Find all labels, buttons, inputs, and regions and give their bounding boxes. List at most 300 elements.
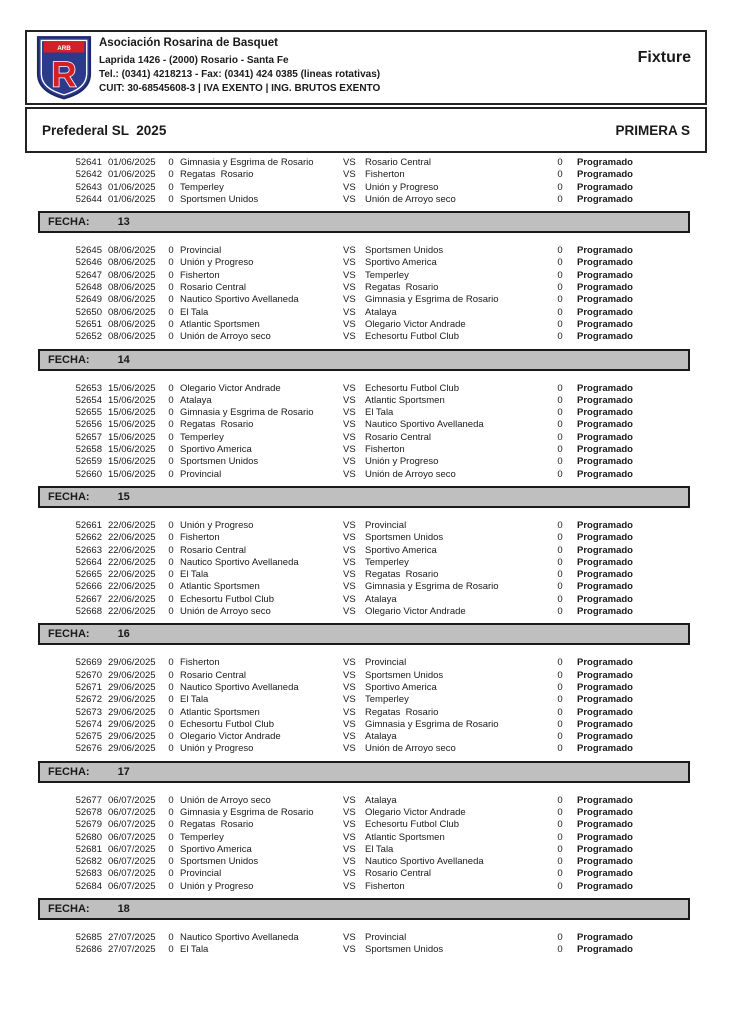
away-team: Unión y Progreso (365, 181, 439, 193)
home-score: 0 (168, 294, 174, 306)
away-score: 0 (557, 181, 563, 193)
home-score: 0 (168, 394, 174, 406)
match-status: Programado (577, 606, 633, 618)
fecha-header-bar (38, 898, 690, 920)
match-row (0, 743, 732, 755)
home-score: 0 (168, 743, 174, 755)
vs-label: VS (343, 556, 356, 568)
home-team: Echesortu Futbol Club (180, 593, 274, 605)
fecha-number: 15 (117, 490, 130, 503)
away-team: Gimnasia y Esgrima de Rosario (365, 718, 499, 730)
match-row (0, 569, 732, 581)
match-status: Programado (577, 294, 633, 306)
vs-label: VS (343, 193, 356, 205)
vs-label: VS (343, 519, 356, 531)
away-team: Regatas Rosario (365, 282, 439, 294)
home-score: 0 (168, 245, 174, 257)
fecha-label: FECHA: (48, 903, 90, 916)
away-score: 0 (557, 657, 563, 669)
vs-label: VS (343, 657, 356, 669)
vs-label: VS (343, 806, 356, 818)
match-date: 01/06/2025 (108, 157, 156, 168)
vs-label: VS (343, 706, 356, 718)
away-team: Echesortu Futbol Club (365, 382, 459, 394)
match-id: 52670 (75, 669, 102, 681)
away-team: Atalaya (365, 593, 397, 605)
away-team: Provincial (365, 932, 407, 944)
away-team: Atalaya (365, 794, 397, 806)
fecha-number: 16 (117, 628, 130, 641)
category-name: PRIMERA S (615, 122, 690, 138)
away-score: 0 (557, 407, 563, 419)
home-team: Regatas Rosario (180, 819, 254, 831)
match-row (0, 670, 732, 682)
match-id: 52666 (75, 581, 102, 593)
home-score: 0 (168, 593, 174, 605)
match-id: 52667 (75, 593, 102, 605)
match-status: Programado (577, 245, 633, 257)
match-date: 08/06/2025 (108, 294, 156, 306)
vs-label: VS (343, 819, 356, 831)
home-team: Nautico Sportivo Avellaneda (180, 294, 299, 306)
vs-label: VS (343, 306, 356, 318)
match-date: 15/06/2025 (108, 468, 156, 480)
match-date: 06/07/2025 (108, 843, 156, 855)
match-status: Programado (577, 257, 633, 269)
away-score: 0 (557, 193, 563, 205)
match-status: Programado (577, 318, 633, 330)
home-team: Atlantic Sportsmen (180, 318, 260, 330)
match-status: Programado (577, 681, 633, 693)
match-status: Programado (577, 431, 633, 443)
away-score: 0 (557, 294, 563, 306)
match-id: 52676 (75, 743, 102, 755)
match-date: 08/06/2025 (108, 282, 156, 294)
home-team: Temperley (180, 831, 224, 843)
match-id: 52644 (75, 193, 102, 205)
org-address: Laprida 1426 - (2000) Rosario - Santa Fe (99, 55, 289, 66)
away-team: Provincial (365, 519, 407, 531)
home-score: 0 (168, 456, 174, 468)
match-id: 52677 (75, 794, 102, 806)
home-score: 0 (168, 606, 174, 618)
away-score: 0 (557, 468, 563, 480)
match-date: 22/06/2025 (108, 606, 156, 618)
home-score: 0 (168, 519, 174, 531)
match-date: 08/06/2025 (108, 269, 156, 281)
vs-label: VS (343, 157, 356, 168)
vs-label: VS (343, 932, 356, 944)
vs-label: VS (343, 181, 356, 193)
match-id: 52682 (75, 856, 102, 868)
match-id: 52650 (75, 306, 102, 318)
home-team: Gimnasia y Esgrima de Rosario (180, 407, 314, 419)
home-team: El Tala (180, 944, 209, 956)
match-row (0, 694, 732, 706)
match-row (0, 532, 732, 544)
vs-label: VS (343, 569, 356, 581)
home-team: Unión y Progreso (180, 519, 254, 531)
home-score: 0 (168, 193, 174, 205)
home-team: Nautico Sportivo Avellaneda (180, 932, 299, 944)
home-score: 0 (168, 181, 174, 193)
away-score: 0 (557, 856, 563, 868)
away-team: Atalaya (365, 731, 397, 743)
match-id: 52642 (75, 169, 102, 181)
home-score: 0 (168, 419, 174, 431)
match-row (0, 270, 732, 282)
match-id: 52683 (75, 868, 102, 880)
home-score: 0 (168, 794, 174, 806)
away-score: 0 (557, 718, 563, 730)
match-date: 29/06/2025 (108, 681, 156, 693)
match-status: Programado (577, 669, 633, 681)
match-status: Programado (577, 743, 633, 755)
match-id: 52671 (75, 681, 102, 693)
match-id: 52643 (75, 181, 102, 193)
match-status: Programado (577, 706, 633, 718)
org-tax-info: CUIT: 30-68545608-3 | IVA EXENTO | ING. BRUTOS EXENTO (99, 83, 381, 94)
match-row (0, 944, 732, 956)
match-id: 52660 (75, 468, 102, 480)
home-team: Atlantic Sportsmen (180, 581, 260, 593)
match-date: 29/06/2025 (108, 718, 156, 730)
match-status: Programado (577, 169, 633, 181)
match-row (0, 407, 732, 419)
vs-label: VS (343, 318, 356, 330)
home-team: Unión y Progreso (180, 880, 254, 892)
match-status: Programado (577, 806, 633, 818)
match-date: 15/06/2025 (108, 407, 156, 419)
away-team: Unión de Arroyo seco (365, 743, 456, 755)
match-date: 08/06/2025 (108, 331, 156, 343)
away-score: 0 (557, 456, 563, 468)
home-score: 0 (168, 581, 174, 593)
match-status: Programado (577, 569, 633, 581)
match-date: 29/06/2025 (108, 669, 156, 681)
match-date: 08/06/2025 (108, 245, 156, 257)
match-row (0, 245, 732, 257)
away-score: 0 (557, 794, 563, 806)
match-row (0, 419, 732, 431)
fecha-header-bar (38, 623, 690, 645)
match-status: Programado (577, 581, 633, 593)
match-date: 15/06/2025 (108, 444, 156, 456)
home-team: Rosario Central (180, 282, 246, 294)
fecha-number: 17 (117, 765, 130, 778)
match-row (0, 282, 732, 294)
match-id: 52653 (75, 382, 102, 394)
away-team: Gimnasia y Esgrima de Rosario (365, 581, 499, 593)
fecha-number: 13 (117, 216, 130, 229)
home-team: Provincial (180, 245, 222, 257)
vs-label: VS (343, 331, 356, 343)
home-team: Fisherton (180, 532, 220, 544)
home-score: 0 (168, 431, 174, 443)
away-team: Olegario Victor Andrade (365, 606, 466, 618)
away-score: 0 (557, 419, 563, 431)
vs-label: VS (343, 718, 356, 730)
vs-label: VS (343, 669, 356, 681)
match-date: 22/06/2025 (108, 532, 156, 544)
home-score: 0 (168, 382, 174, 394)
match-id: 52641 (75, 157, 102, 168)
match-id: 52648 (75, 282, 102, 294)
vs-label: VS (343, 593, 356, 605)
match-row (0, 194, 732, 206)
away-score: 0 (557, 532, 563, 544)
home-team: Provincial (180, 868, 222, 880)
match-row (0, 331, 732, 343)
match-status: Programado (577, 731, 633, 743)
fecha-label: FECHA: (48, 216, 90, 229)
home-team: Temperley (180, 181, 224, 193)
match-id: 52655 (75, 407, 102, 419)
away-score: 0 (557, 731, 563, 743)
fixture-table (0, 157, 732, 957)
match-status: Programado (577, 657, 633, 669)
match-date: 29/06/2025 (108, 694, 156, 706)
home-score: 0 (168, 944, 174, 956)
home-team: Rosario Central (180, 669, 246, 681)
away-score: 0 (557, 944, 563, 956)
vs-label: VS (343, 407, 356, 419)
match-id: 52678 (75, 806, 102, 818)
home-score: 0 (168, 932, 174, 944)
match-status: Programado (577, 593, 633, 605)
away-score: 0 (557, 681, 563, 693)
home-score: 0 (168, 868, 174, 880)
match-status: Programado (577, 382, 633, 394)
match-status: Programado (577, 556, 633, 568)
away-score: 0 (557, 556, 563, 568)
match-id: 52645 (75, 245, 102, 257)
fecha-label: FECHA: (48, 353, 90, 366)
match-id: 52661 (75, 519, 102, 531)
match-id: 52686 (75, 944, 102, 956)
match-id: 52672 (75, 694, 102, 706)
match-status: Programado (577, 718, 633, 730)
away-team: Echesortu Futbol Club (365, 331, 459, 343)
match-id: 52647 (75, 269, 102, 281)
match-row (0, 657, 732, 669)
match-status: Programado (577, 456, 633, 468)
match-id: 52654 (75, 394, 102, 406)
vs-label: VS (343, 419, 356, 431)
away-team: Rosario Central (365, 431, 431, 443)
away-team: Fisherton (365, 444, 405, 456)
match-row (0, 307, 732, 319)
vs-label: VS (343, 681, 356, 693)
competition-name: Prefederal SL 2025 (42, 122, 167, 138)
home-team: Gimnasia y Esgrima de Rosario (180, 157, 314, 168)
away-score: 0 (557, 843, 563, 855)
vs-label: VS (343, 944, 356, 956)
match-status: Programado (577, 519, 633, 531)
match-id: 52658 (75, 444, 102, 456)
away-team: Regatas Rosario (365, 569, 439, 581)
away-score: 0 (557, 706, 563, 718)
vs-label: VS (343, 532, 356, 544)
match-status: Programado (577, 944, 633, 956)
match-status: Programado (577, 856, 633, 868)
match-row (0, 294, 732, 306)
match-id: 52649 (75, 294, 102, 306)
away-team: Fisherton (365, 880, 405, 892)
home-score: 0 (168, 706, 174, 718)
home-score: 0 (168, 843, 174, 855)
arb-club-logo-icon (35, 35, 93, 101)
match-row (0, 169, 732, 181)
away-team: Temperley (365, 269, 409, 281)
vs-label: VS (343, 856, 356, 868)
match-id: 52659 (75, 456, 102, 468)
away-team: Sportsmen Unidos (365, 944, 444, 956)
away-score: 0 (557, 245, 563, 257)
home-team: Fisherton (180, 657, 220, 669)
home-team: Nautico Sportivo Avellaneda (180, 556, 299, 568)
match-id: 52684 (75, 880, 102, 892)
home-team: Temperley (180, 431, 224, 443)
vs-label: VS (343, 544, 356, 556)
vs-label: VS (343, 394, 356, 406)
away-team: Sportivo America (365, 681, 437, 693)
away-score: 0 (557, 331, 563, 343)
logo-band-text: ARB (57, 44, 71, 52)
header-box (25, 30, 707, 105)
match-row (0, 157, 732, 169)
match-id: 52656 (75, 419, 102, 431)
vs-label: VS (343, 743, 356, 755)
match-id: 52662 (75, 532, 102, 544)
away-team: Unión de Arroyo seco (365, 468, 456, 480)
match-row (0, 456, 732, 468)
home-score: 0 (168, 819, 174, 831)
match-id: 52664 (75, 556, 102, 568)
vs-label: VS (343, 880, 356, 892)
match-date: 06/07/2025 (108, 806, 156, 818)
match-id: 52651 (75, 318, 102, 330)
home-team: El Tala (180, 306, 209, 318)
away-team: Atlantic Sportsmen (365, 394, 445, 406)
fecha-header-bar (38, 349, 690, 371)
match-row (0, 731, 732, 743)
match-row (0, 432, 732, 444)
home-score: 0 (168, 880, 174, 892)
home-team: Sportsmen Unidos (180, 193, 259, 205)
home-team: Nautico Sportivo Avellaneda (180, 681, 299, 693)
match-id: 52681 (75, 843, 102, 855)
match-date: 06/07/2025 (108, 856, 156, 868)
match-date: 08/06/2025 (108, 257, 156, 269)
away-team: Sportsmen Unidos (365, 245, 444, 257)
match-id: 52657 (75, 431, 102, 443)
home-team: Unión y Progreso (180, 743, 254, 755)
away-score: 0 (557, 257, 563, 269)
vs-label: VS (343, 456, 356, 468)
away-team: Atalaya (365, 306, 397, 318)
vs-label: VS (343, 245, 356, 257)
match-date: 01/06/2025 (108, 193, 156, 205)
home-score: 0 (168, 269, 174, 281)
home-team: Atalaya (180, 394, 212, 406)
match-row (0, 520, 732, 532)
away-team: Rosario Central (365, 868, 431, 880)
away-team: Nautico Sportivo Avellaneda (365, 856, 484, 868)
home-score: 0 (168, 257, 174, 269)
away-score: 0 (557, 694, 563, 706)
away-score: 0 (557, 282, 563, 294)
match-date: 22/06/2025 (108, 544, 156, 556)
away-score: 0 (557, 669, 563, 681)
match-status: Programado (577, 694, 633, 706)
away-team: Olegario Victor Andrade (365, 806, 466, 818)
vs-label: VS (343, 269, 356, 281)
away-score: 0 (557, 569, 563, 581)
org-info (99, 37, 380, 96)
away-team: Sportivo America (365, 544, 437, 556)
home-team: Regatas Rosario (180, 169, 254, 181)
match-id: 52668 (75, 606, 102, 618)
match-id: 52679 (75, 819, 102, 831)
competition-title-box (25, 107, 707, 153)
away-score: 0 (557, 868, 563, 880)
home-score: 0 (168, 444, 174, 456)
fecha-header-bar (38, 486, 690, 508)
match-date: 22/06/2025 (108, 581, 156, 593)
match-date: 06/07/2025 (108, 880, 156, 892)
home-score: 0 (168, 694, 174, 706)
vs-label: VS (343, 468, 356, 480)
match-status: Programado (577, 306, 633, 318)
logo-letter: R (51, 55, 77, 95)
away-team: Sportsmen Unidos (365, 669, 444, 681)
home-team: El Tala (180, 694, 209, 706)
home-score: 0 (168, 806, 174, 818)
fecha-number: 14 (117, 353, 130, 366)
match-row (0, 319, 732, 331)
home-score: 0 (168, 468, 174, 480)
vs-label: VS (343, 294, 356, 306)
document-title: Fixture (637, 49, 691, 66)
away-score: 0 (557, 880, 563, 892)
away-team: Atlantic Sportsmen (365, 831, 445, 843)
home-team: Olegario Victor Andrade (180, 382, 281, 394)
match-status: Programado (577, 532, 633, 544)
away-score: 0 (557, 743, 563, 755)
away-score: 0 (557, 444, 563, 456)
away-team: Regatas Rosario (365, 706, 439, 718)
home-team: Provincial (180, 468, 222, 480)
home-team: Echesortu Futbol Club (180, 718, 274, 730)
home-team: Sportsmen Unidos (180, 456, 259, 468)
match-status: Programado (577, 868, 633, 880)
match-row (0, 182, 732, 194)
away-team: Gimnasia y Esgrima de Rosario (365, 294, 499, 306)
away-team: Rosario Central (365, 157, 431, 168)
home-score: 0 (168, 318, 174, 330)
match-date: 01/06/2025 (108, 169, 156, 181)
match-date: 27/07/2025 (108, 932, 156, 944)
match-date: 01/06/2025 (108, 181, 156, 193)
away-score: 0 (557, 169, 563, 181)
match-row (0, 856, 732, 868)
match-date: 15/06/2025 (108, 431, 156, 443)
match-id: 52674 (75, 718, 102, 730)
match-row (0, 594, 732, 606)
home-score: 0 (168, 169, 174, 181)
match-date: 22/06/2025 (108, 593, 156, 605)
